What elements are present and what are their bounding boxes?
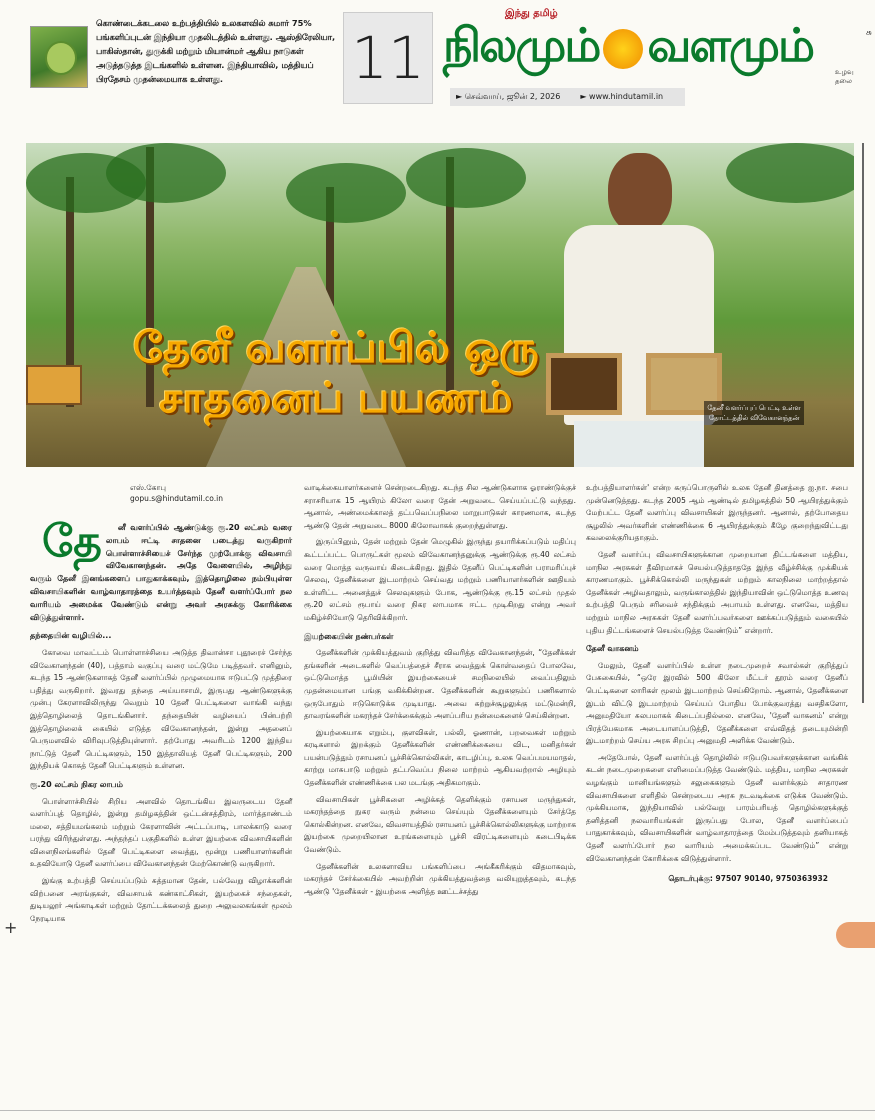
- paragraph: விவசாயிகள் பூச்சிகளை அழிக்கத் தெளிக்கும் ரசாயன மருந்துகள், மகரந்தத்தை நுகர வரும் நன்மை செய்யும் தேனீக்களையும் சேர்த்தே கொல்கின்றன. எனவே, விவசாயத்தில் ரசாயனப் பூச்சிக்கொல்லிகளுக்கு மாற்றாக இயற்கை முறையிலான உரங்களையும் பூச்சி விரட்டிகளையும் கடைபிடிக்க வேண்டும்.: [304, 794, 576, 855]
- drop-cap: தே: [42, 516, 102, 567]
- article-column-1: [30, 482, 292, 929]
- paragraph: உற்பத்தியாளர்கள்' என்ற கருப்பொருளில் உலக தேனீ தினத்தை ஐ.நா. சபை முன்னெடுத்தது. கடந்த 2005 ஆம் ஆண்டில் தமிழகத்தில் 50 ஆயிரத்துக்கும் மேற்பட்ட தேனீ வளர்ப்பு விவசாயிகள் இருந்தனர். ஆனால், தற்போதைய சூழலில் அவர்களின் எண்ணிக்கை 6 ஆயிரத்துக்கும் கீழே குறைந்துவிட்டது கவலைக்குரியதாகும்.: [586, 483, 848, 543]
- subheading-nature: இயற்கையின் நண்பர்கள்: [304, 631, 394, 641]
- page-footer-rule: [0, 1110, 875, 1120]
- author-email[interactable]: gopu.s@hindutamil.co.in: [130, 494, 223, 503]
- paragraph: பொள்ளாச்சியில் சிறிய அளவில் தொடங்கிய இவருடைய தேனீ வளர்ப்புத் தொழில், இன்று தமிழகத்தின் ஒட்டன்சத்திரம், மார்த்தாண்டம் மலை, சத்தியமங்கலம் மற்றும் கேரளாவின் அட்டப்பாடி, பாலக்காடு வரை பரந்து விரிந்துள்ளது. அந்தந்தப் பகுதிகளில் உள்ள இயற்கை விவசாயிகளின் விளைநிலங்களில் தேனீ பெட்டிகளை வைத்து, மூன்று பணியாளர்களின் உதவியோடு தேனீ வளர்ப்பை விவேகானந்தன் மேற்கொண்டு வருகிறார்.: [30, 796, 292, 869]
- paragraph: இயற்கையாக எறும்பு, குளவிகள், பல்லி, ஓணான், பறவைகள் மற்றும் கரடிகளால் இறக்கும் தேனீக்களின் எண்ணிக்கையை விட, மனிதர்கள் பயன்படுத்தும் ரசாயனப் பூச்சிக்கொல்லிகள், காடழிப்பு, உலக வெப்பமயமாதல், காற்று மாசுபாடு மற்றும் தட்பவெப்ப நிலை மாற்றம் ஆகியவற்றால் அழியும் தேனீக்களின் எண்ணிக்கை பல மடங்கு அதிகமாகும்.: [304, 727, 576, 788]
- section-logo: [443, 18, 813, 79]
- page-header: [0, 0, 875, 135]
- logo-right: வளமும்: [647, 18, 813, 72]
- honeycomb-frame: [546, 353, 622, 415]
- subheading-profit: ரூ.20 லட்சம் நிகர லாபம்: [30, 779, 123, 789]
- contact-info: தொடர்புக்கு: 97507 90140, 9750363932: [668, 874, 828, 884]
- paragraph: கோவை மாவட்டம் பொள்ளாச்சியை அடுத்த திவான்சா புதூரைச் சேர்ந்த விவேகானந்தன் (40), பத்தாம் வகுப்பு வரை மட்டுமே படித்தவர். எனினும், கடந்த 15 ஆண்டுகளாகத் தேனீ வளர்ப்பில் முழுமையாக ஈடுபட்டு முத்திரை பதித்து வருகிறார். இவரது தந்தை அய்யாசாமி, இருபது ஆண்டுகளுக்கு முன்பு கேரளாவிலிருந்து வெறும் 10 தேனீ பெட்டிகளை வாங்கி வந்து இத்தொழிலைத் தொடங்கினார். தந்தையின் வழியைப் பின்பற்றி இத்தொழிலைக் கையில் எடுத்த விவேகானந்தன், இன்று அதனைப் பெருமளவில் விரிவுபடுத்தியுள்ளார். தற்போது அவரிடம் 1200 இந்திய நாட்டுத் தேனீ பெட்டிகளும், 150 இத்தாலியத் தேனீ பெட்டிகளும், 200 இந்தியக் கொசுத் தேனீ பெட்டிகளும் உள்ளன.: [30, 647, 292, 771]
- page-number: 11: [343, 12, 433, 104]
- sun-icon: [603, 29, 643, 69]
- author-name: எஸ்.கோபு: [130, 483, 166, 492]
- photo-caption: தேனீ வளர்ப்புப் பெட்டி உள்ள தோட்டத்தில் விவேகானந்தன்: [704, 401, 804, 425]
- adjacent-photo-fragment: [836, 922, 875, 948]
- paragraph: தேனீ வளர்ப்பு விவசாயிகளுக்கான முறையான திட்டங்களை மத்திய, மாநில அரசுகள் தீவிரமாகச் செயல்படுத்தாததே இந்த வீழ்ச்சிக்கு முக்கியக் காரணமாகும். பூச்சிக்கொல்லி மருந்துகள் மற்றும் காலநிலை மாற்றத்தால் தேனீக்கள் அழிவதாலும், வருங்காலத்தில் இந்தியாவின் ஒட்டுமொத்த உணவு உற்பத்தி பெரும் சரிவைச் சந்திக்கும் அபாயம் உள்ளது. எனவே, மத்திய மற்றும் மாநில அரசுகள் தேனீ வளர்ப்பவர்களை ஊக்கப்படுத்தும் வகையில் புதிய திட்டங்களைச் செயல்படுத்த வேண்டும்” என்றார்.: [586, 549, 848, 635]
- article-column-2: [304, 482, 576, 902]
- subheading-father: தந்தையின் வழியில்...: [30, 631, 112, 641]
- article-title: தேனீ வளர்ப்பில் ஒரு சாதனைப் பயணம்: [133, 323, 539, 422]
- paragraph: மேலும், தேனீ வளர்ப்பில் உள்ள நடைமுறைச் சவால்கள் குறித்துப் பேசுகையில், “ஒரே இரவில் 500 கிலோ மீட்டர் தூரம் வரை தேனீப் பெட்டிகளை லாரிகள் மூலம் இடமாற்றம் செய்கிறோம். ஆனால், தேனீக்களை இடம் விட்டு இடமாற்றம் செய்யப் போதிய போக்குவரத்து வசதிகளோ, அனுமதியோ சுலபமாகக் கிடைப்பதில்லை. எனவே, 'தேனீ வாகனம்' என்று பிரத்யேகமாக அடையாளப்படுத்தி, தேனீக்களை எவ்விதத் தடையுமின்றி இடமாற்றம் செய்ய அரசு சிறப்பு அனுமதி அளிக்க வேண்டும்.: [586, 660, 848, 746]
- byline: [130, 482, 292, 504]
- lead-text: னீ வளர்ப்பில் ஆண்டுக்கு ரூ.20 லட்சம் வரை லாபம் ஈட்டி சாதனை படைத்து வருகிறார் பொள்ளாச்சியைச் சேர்ந்த முற்போக்கு விவசாயி விவேகானந்தன். அதே வேளையில், அழிந்து வரும் தேனீ இனங்களைப் பாதுகாக்கவும், இத்தொழிலை நம்பியுள்ள விவசாயிகளின் வாழ்வாதாரத்தை உயர்த்தவும் தேனீ வளர்ப்போர் நல வாரியம் அமைக்க வேண்டும் என்று அவர் அரசுக்கு கோரிக்கை விடுத்துள்ளார்.: [30, 523, 292, 622]
- palm-frond: [406, 148, 526, 208]
- chickpea-thumbnail: [30, 26, 88, 88]
- paragraph: அதேபோல், தேனீ வளர்ப்புத் தொழிலில் ஈடுபடுபவர்களுக்கான வங்கிக் கடன் நடைமுறைகளை எளிமைப்படுத்த வேண்டும். மத்திய, மாநில அரசுகள் வழங்கும் மானியங்களும் சலுகைகளும் தேனீ வளர்க்கும் சாதாரண விவசாயிகளை எளிதில் சென்றடைய அரசு நடவடிக்கை எடுக்க வேண்டும். முக்கியமாக, இந்தியாவில் பல்வேறு பாரம்பரியத் தொழில்களுக்குத் தனித்தனி நலவாரியங்கள் இருப்பது போல, தேனீ வளர்ப்பைப் பாதுகாக்கவும், விவசாயிகளின் வாழ்வாதாரத்தை மேம்படுத்தவும் தனியாகத் தேனீ வளர்ப்போர் நல வாரியம் அமைக்கப்பட வேண்டும்” என்று விவேகானந்தன் கோரிக்கை விடுத்துள்ளார்.: [586, 752, 848, 863]
- farmer-dhoti: [574, 421, 704, 467]
- paragraph: தேனீக்களின் உலகளாவிய பங்களிப்பை அங்கீகரிக்கும் விதமாகவும், மகரந்தச் சேர்க்கையில் அவற்றின் முக்கியத்துவத்தை வலியுறுத்தவும், கடந்த ஆண்டு 'தேனீக்கள் - இயற்கை அளித்த ஊட்டச்சத்து: [304, 861, 576, 896]
- website-link[interactable]: ► www.hindutamil.in: [580, 92, 664, 101]
- article-column-3: [586, 482, 848, 886]
- farmer-head: [608, 153, 672, 233]
- paragraph: இருப்பினும், தேன் மற்றும் தேன் மெழுகில் இருந்து தயாரிக்கப்படும் மதிப்பு கூட்டப்பட்ட பொருட்கள் மூலம் விவேகானந்தனுக்கு ஆண்டுக்கு ரூ.40 லட்சம் வரை மொத்த வருவாய் கிடைக்கிறது. இதில் தேனீப் பெட்டிகளின் பராமரிப்புச் செலவு, தேனீக்களை இடமாற்றம் செய்வது மற்றும் பணியாளர்களின் ஊதியம் உள்ளிட்ட அனைத்துச் செலவுகளும் போக, ஆண்டுக்கு ரூ.15 லட்சம் முதல் ரூ.20 லட்சம் ரூபாய் வரை நிகர லாபமாக ஈட்ட முடிகிறது என்று அவர் மகிழ்ச்சியோடு தெரிவிக்கிறார்.: [304, 537, 576, 622]
- subheading-vehicle: தேனீ வாகனம்: [586, 644, 639, 654]
- dateline: [450, 88, 685, 106]
- crop-mark-icon: +: [4, 918, 18, 937]
- palm-frond: [106, 143, 226, 203]
- lead-paragraph: [30, 516, 292, 624]
- paragraph: வாடிக்கையாளர்களைச் சென்றடைகிறது. கடந்த சில ஆண்டுகளாக ஓராண்டுக்குச் சராசரியாக 15 ஆயிரம் கிலோ வரை தேன் அறுவடை செய்யப்பட்டு வந்தது. ஆனால், அண்மைக்காலத் தட்பவெப்பநிலை மாறுபாடுகள் காரணமாக, கடந்த ஆண்டு தேன் அறுவடை 8000 கிலோவாகக் குறைந்துள்ளது.: [304, 483, 576, 530]
- hero-photo: [26, 143, 854, 467]
- paragraph: இங்கு உற்பத்தி செய்யப்படும் சுத்தமான தேன், பல்வேறு விழாக்களின் விற்பனை அரங்குகள், விவசாயக் கண்காட்சிகள், இயற்கைச் சந்தைகள், துடியலூர் அங்காடிகள் மற்றும் தோட்டக்கலைத் துறை அலுவலகங்கள் மூலம் நேரடியாக: [30, 876, 292, 923]
- brand-sup: இந்து தமிழ்: [505, 8, 558, 19]
- header-brief: [30, 8, 336, 108]
- palm-frond: [286, 163, 406, 223]
- edge-mark: சு: [866, 28, 872, 38]
- bee-box-icon: [26, 365, 82, 405]
- date-text: ► செவ்வாய், ஜூன் 2, 2026: [456, 92, 561, 101]
- paragraph: தேனீக்களின் முக்கியத்துவம் குறித்து விவரித்த விவேகானந்தன், “தேனீக்கள் தங்களின் அடைகளில் வெப்பத்தைச் சீராக வைத்துக் கொள்வதைப் போலவே, ஒட்டுமொத்த பூமியின் இயற்கையைச் சமநிலையில் வைப்பதிலும் முதன்மையான பங்கு வகிக்கின்றன. தேனீக்களின் கூறுகளும்ப் பணிகளால் ஒருபோதும் ஈடுகொடுக்க முடியாது. அவை சுற்றுச்சூழலுக்கு மட்டுமன்றி, தாவரங்களின் மகரந்தச் சேர்க்கைக்கும் அளப்பரிய நன்மைகளைச் செய்கின்றன.: [304, 648, 576, 721]
- brand-tag: உழவு தலை: [835, 68, 854, 85]
- adjacent-column-edge: [862, 143, 875, 703]
- brief-text: கொண்டைக்கடலை உற்பத்தியில் உலகளவில் சுமார் 75% பங்களிப்புடன் இந்தியா முதலிடத்தில் உள்ளது. ஆஸ்திரேலியா, பாகிஸ்தான், துருக்கி மற்றும் மியான்மர் ஆகிய நாடுகள் அடுத்தடுத்த இடங்களில் உள்ளன. இந்தியாவில், மத்தியப் பிரதேசம் முதன்மையாக உள்ளது.: [96, 18, 336, 84]
- logo-left: நிலமும்: [443, 18, 600, 72]
